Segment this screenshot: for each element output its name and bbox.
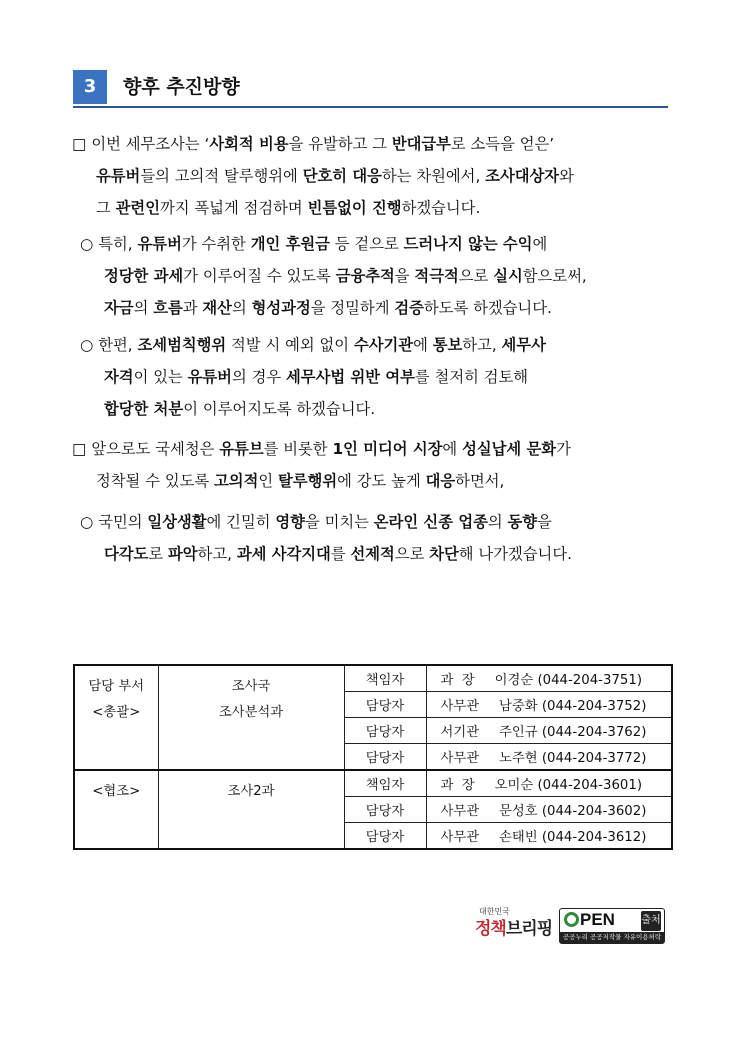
square-bullet-icon: □ [72,135,87,153]
office-cell: 조사2과 [158,770,344,849]
contact-table [73,664,673,850]
footer-logos [475,906,665,946]
contact-cell: 사무관 손태빈 (044-204-3612) [426,823,672,850]
open-circle-icon [564,912,579,927]
role-cell: 담당자 [344,692,426,718]
contact-cell: 서기관 주인규 (044-204-3762) [426,718,672,744]
policy-briefing-logo: 대한민국 정책브리핑 [475,907,553,939]
paragraph: ○ 특히, 유튜버가 수취한 개인 후원금 등 겉으로 드러나지 않는 수익에 정당한 과세가 이루어질 수 있도록 금융추적을 적극적으로 실시함으로써, 자금의 흐름과 재산의 형성과정을 정밀하게 검증하도록 하겠습니다. [80,235,587,317]
paragraph: ○ 국민의 일상생활에 긴밀히 영향을 미치는 온라인 신종 업종의 동향을 다각도로 파악하고, 과세 사각지대를 선제적으로 차단해 나가겠습니다. [80,513,572,563]
paragraph: □ 이번 세무조사는 ‘사회적 비용을 유발하고 그 반대급부로 소득을 얻은’ 유튜버들의 고의적 탈루행위에 단호히 대응하는 차원에서, 조사대상자와 그 관련인까지 폭넓게 점검하며 빈틈없이 진행하겠습니다. [72,135,574,217]
dept-cell: 담당 부서 <총괄> [74,665,158,770]
square-bullet-icon: □ [72,440,87,458]
contact-cell: 사무관 남중화 (044-204-3752) [426,692,672,718]
table-row [74,665,672,692]
role-cell: 담당자 [344,744,426,771]
role-cell: 담당자 [344,718,426,744]
attribution-badge-icon: 출처 [641,911,661,931]
section-title: 향후 추진방향 [123,76,240,98]
role-cell: 책임자 [344,665,426,692]
contact-cell: 사무관 노주현 (044-204-3772) [426,744,672,771]
office-cell: 조사국 조사분석과 [158,665,344,770]
contact-cell: 과 장 이경순 (044-204-3751) [426,665,672,692]
section-number: 3 [73,70,107,104]
contact-cell: 사무관 문성호 (044-204-3602) [426,797,672,823]
role-cell: 책임자 [344,770,426,797]
contact-cell: 과 장 오미순 (044-204-3601) [426,770,672,797]
circle-bullet-icon: ○ [80,513,94,531]
paragraph: □ 앞으로도 국세청은 유튜브를 비롯한 1인 미디어 시장에 성실납세 문화가 정착될 수 있도록 고의적인 탈루행위에 강도 높게 대응하면서, [72,440,571,490]
circle-bullet-icon: ○ [80,336,94,354]
table-row [74,770,672,797]
open-license-logo: PEN 출처 공공누리 공공저작물 자유이용허락 [559,908,665,944]
role-cell: 담당자 [344,797,426,823]
paragraph: ○ 한편, 조세범칙행위 적발 시 예외 없이 수사기관에 통보하고, 세무사 자격이 있는 유튜버의 경우 세무사법 위반 여부를 철저히 검토해 합당한 처분이 이루어지도록 하겠습니다. [80,336,546,418]
section-header [73,70,668,108]
role-cell: 담당자 [344,823,426,850]
circle-bullet-icon: ○ [80,235,94,253]
dept-cell: <협조> [74,770,158,849]
